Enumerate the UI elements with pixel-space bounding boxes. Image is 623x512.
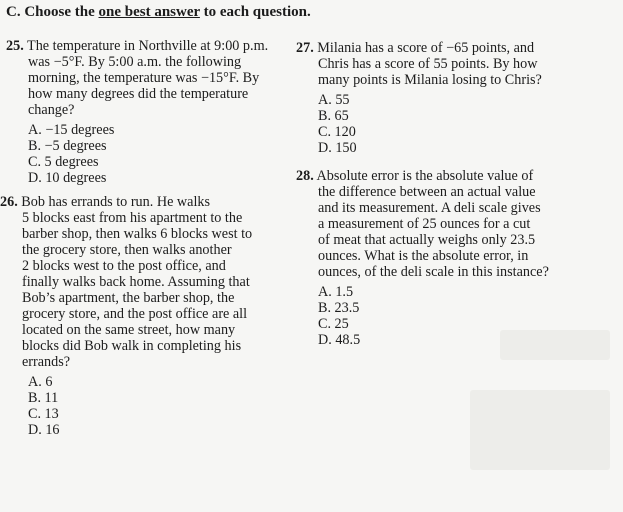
answer-options [6, 122, 291, 186]
answer-option[interactable]: B. 23.5 [318, 300, 360, 316]
question-number: 26. [0, 194, 18, 210]
right-column [296, 40, 616, 348]
question-26 [0, 194, 285, 438]
answer-option[interactable]: A. 1.5 [318, 284, 354, 300]
question-text-line: and its measurement. A deli scale gives [318, 200, 541, 216]
answer-options [296, 92, 616, 156]
header-suffix: to each question. [199, 4, 311, 20]
question-text-line: Bob has errands to run. He walks [21, 194, 211, 210]
question-text-line: the difference between an actual value [318, 184, 536, 200]
answer-option[interactable]: D. 150 [318, 140, 357, 156]
question-text-line: ounces. What is the absolute error, in [318, 248, 529, 264]
answer-option[interactable]: B. 65 [318, 108, 349, 124]
faded-background-text [470, 390, 610, 470]
question-number: 28. [296, 168, 314, 184]
header-prefix: C. Choose the [6, 4, 99, 20]
question-text-line: of meat that actually weighs only 23.5 [318, 232, 536, 248]
question-text-line: errands? [22, 354, 71, 370]
question-text-line: many points is Milania losing to Chris? [318, 72, 542, 88]
answer-option[interactable]: D. 10 degrees [28, 170, 107, 186]
answer-option[interactable]: C. 13 [28, 406, 59, 422]
question-number: 27. [296, 40, 314, 56]
question-text-line: finally walks back home. Assuming that [22, 274, 250, 290]
question-text-line: Chris has a score of 55 points. By how [318, 56, 538, 72]
question-text-line: morning, the temperature was −15°F. By [28, 70, 260, 86]
question-text-line: grocery store, and the post office are all [22, 306, 248, 322]
question-text-line: Milania has a score of −65 points, and [317, 40, 535, 56]
answer-option[interactable]: A. −15 degrees [28, 122, 115, 138]
question-28 [296, 168, 616, 348]
question-text-line: Absolute error is the absolute value of [316, 168, 534, 184]
answer-option[interactable]: A. 55 [318, 92, 350, 108]
question-text-line: how many degrees did the temperature [28, 86, 249, 102]
question-25 [6, 38, 291, 186]
answer-option[interactable]: B. −5 degrees [28, 138, 107, 154]
question-text-line: the grocery store, then walks another [22, 242, 232, 258]
answer-option[interactable]: A. 6 [28, 374, 53, 390]
answer-option[interactable]: D. 48.5 [318, 332, 361, 348]
question-text-line: Bob’s apartment, the barber shop, the [22, 290, 235, 306]
answer-option[interactable]: C. 5 degrees [28, 154, 99, 170]
question-number: 25. [6, 38, 24, 54]
question-text-line: 2 blocks west to the post office, and [22, 258, 226, 274]
question-text-line: located on the same street, how many [22, 322, 236, 338]
question-text-line: 5 blocks east from his apartment to the [22, 210, 243, 226]
question-text-line: blocks did Bob walk in completing his [22, 338, 242, 354]
header-underlined: one best answer [98, 4, 200, 20]
question-text-line: was −5°F. By 5:00 a.m. the following [28, 54, 242, 70]
section-header [6, 4, 311, 21]
question-text-line: ounces, of the deli scale in this instance? [318, 264, 549, 280]
answer-option[interactable]: B. 11 [28, 390, 59, 406]
answer-option[interactable]: C. 25 [318, 316, 349, 332]
question-text-line: change? [28, 102, 75, 118]
question-text-line: a measurement of 25 ounces for a cut [318, 216, 531, 232]
question-27 [296, 40, 616, 156]
answer-options [296, 284, 616, 348]
left-column [0, 38, 291, 438]
question-text-line: barber shop, then walks 6 blocks west to [22, 226, 253, 242]
answer-option[interactable]: D. 16 [28, 422, 60, 438]
answer-option[interactable]: C. 120 [318, 124, 356, 140]
answer-options [0, 374, 285, 438]
question-text-line: The temperature in Northville at 9:00 p.m. [27, 38, 269, 54]
